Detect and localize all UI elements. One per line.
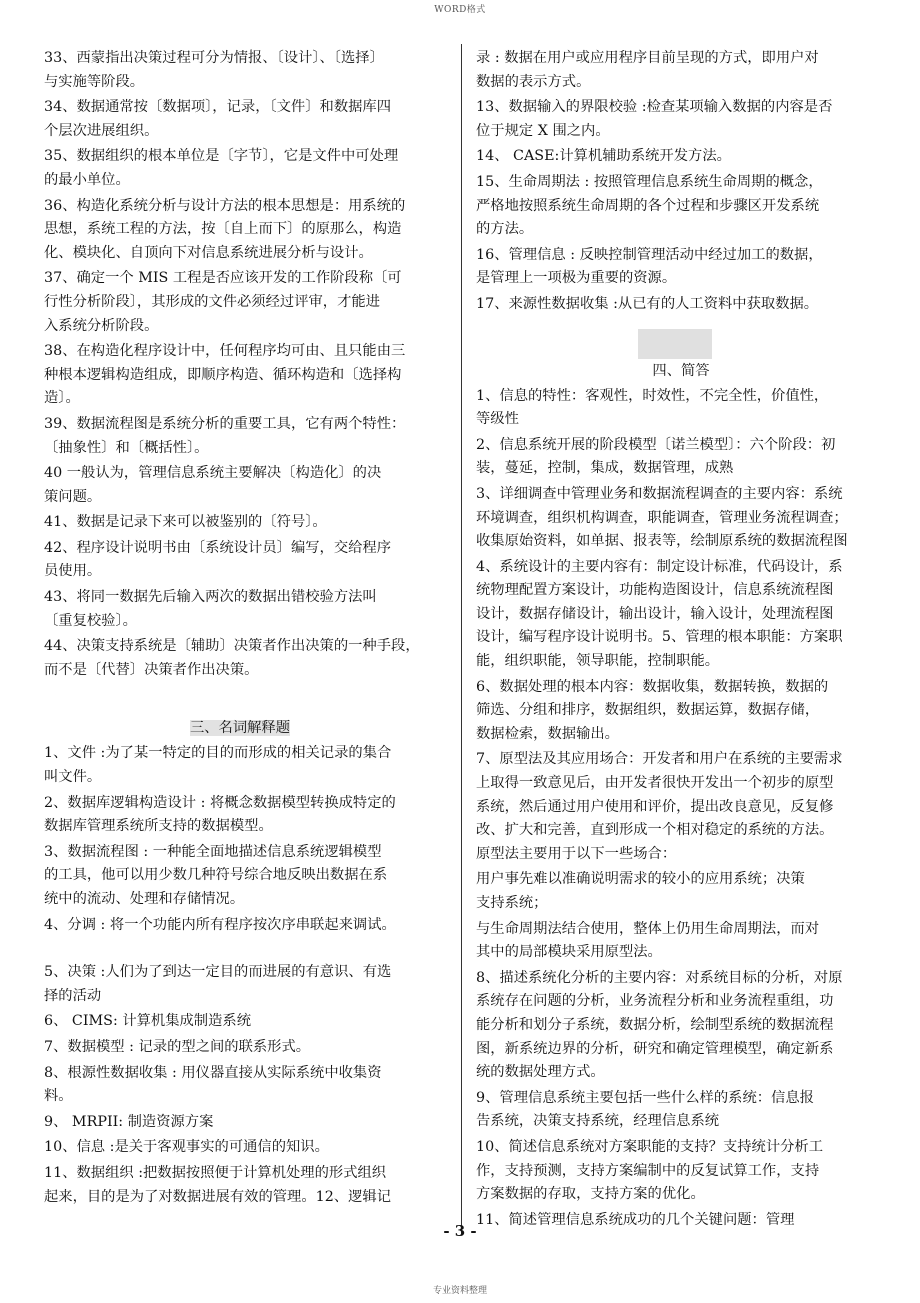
list-item: 39、数据流程图是系统分析的重要工具，它有两个特性： 〔抽象性〕和〔概括性〕。: [44, 415, 406, 456]
list-item: 4、系统设计的主要内容有：制定设计标准，代码设计，系 统物理配置方案设计，功能构造图设计，信息系统流程图 设计，数据存储设计，输出设计，输入设计，处理流程图 设计，编写程序设计说明书。5、管理的根本职能：方案职 能，组织职能，领导职能，控制职能。: [476, 558, 843, 670]
right-column: [476, 47, 886, 1234]
list-item: 40 一般认为，管理信息系统主要解决〔构造化〕的决 策问题。: [44, 465, 382, 505]
list-item: 4、分调 : 将一个功能内所有程序按次序串联起来调试。: [44, 916, 396, 933]
section-title-glossary: [44, 716, 436, 740]
list-item: 36、构造化系统分析与设计方法的根本思想是：用系统的 思想，系统工程的方法，按〔自上而下〕的原那么，构造 化、模块化、自顶向下对信息系统进展分析与设计。: [44, 197, 406, 261]
list-item: 16、管理信息 : 反映控制管理活动中经过加工的数据， 是管理上一项极为重要的资源。: [476, 246, 823, 287]
list-item: 33、西蒙指出决策过程可分为情报、〔设计〕、〔选择〕 与实施等阶段。: [44, 50, 384, 90]
section-title-short-answer: 四、简答: [652, 362, 710, 379]
list-item: 9、 MRPII: 制造资源方案: [44, 1113, 214, 1130]
list-item: 6、 CIMS: 计算机集成制造系统: [44, 1013, 251, 1030]
left-column: [44, 47, 436, 1211]
list-item: 7、数据模型 : 记录的型之间的联系形式。: [44, 1038, 311, 1055]
list-item: 14、 CASE:计算机辅助系统开发方法。: [476, 148, 731, 165]
list-item: 11、简述管理信息系统成功的几个关键问题：管理: [476, 1211, 795, 1228]
list-item: 8、描述系统化分析的主要内容：对系统目标的分析，对原 系统存在问题的分析，业务流程分析和业务流程重组，功 能分析和划分子系统，数据分析，绘制型系统的数据流程 图，新系统边界的分析，研究和确定管理模型，确定新系 统的数据处理方式。: [476, 969, 843, 1081]
list-item: 11、数据组织 :把数据按照便于计算机处理的形式组织 起来，目的是为了对数据进展有效的管理。12、逻辑记: [44, 1164, 392, 1205]
list-item: 38、在构造化程序设计中，任何程序均可由、且只能由三 种根本逻辑构造组成，即顺序构造、循环构造和〔选择构 造〕。: [44, 343, 406, 407]
page-footer: 专业资料整理: [432, 1286, 487, 1296]
blank-line: [44, 939, 436, 961]
list-item: 44、决策支持系统是〔辅助〕决策者作出决策的一种手段， 而不是〔代替〕决策者作出决策。: [44, 638, 420, 678]
list-item: 与生命周期法结合使用，整体上仍用生命周期法，而对 其中的局部模块采用原型法。: [476, 920, 820, 961]
list-item: 42、程序设计说明书由〔系统设计员〕编写，交给程序 员使用。: [44, 539, 392, 580]
list-item: 34、数据通常按〔数据项〕，记录，〔文件〕和数据库四 个层次进展组织。: [44, 99, 392, 139]
list-item: 15、生命周期法 : 按照管理信息系统生命周期的概念， 严格地按照系统生命周期的各个过程和步骤区开发系统 的方法。: [476, 173, 823, 238]
list-item: 1、文件 :为了某一特定的目的而形成的相关记录的集合 叫文件。: [44, 745, 392, 786]
list-item: 2、数据库逻辑构造设计 : 将概念数据模型转换成特定的 数据库管理系统所支持的数据模型。: [44, 794, 396, 835]
list-item: 37、确定一个 MIS 工程是否应该开发的工作阶段称〔可 行性分析阶段〕，其形成的文件必须经过评审，才能进 入系统分析阶段。: [44, 270, 402, 334]
section-title-text: 三、名词解释题: [189, 720, 291, 737]
list-item: 35、数据组织的根本单位是〔字节〕，它是文件中可处理 的最小单位。: [44, 148, 399, 188]
list-item: 1、信息的特性：客观性，时效性，不完全性，价值性， 等级性: [476, 387, 829, 428]
list-item: 2、信息系统开展的阶段模型〔诺兰模型〕：六个阶段：初 装，蔓延，控制，集成，数据管理，成熟: [476, 436, 836, 477]
list-item: 17、来源性数据收集 :从已有的人工资料中获取数据。: [476, 295, 819, 312]
list-item: 10、信息 :是关于客观事实的可通信的知识。: [44, 1139, 329, 1156]
list-item: 8、根源性数据收集 : 用仪器直接从实际系统中收集资 料。: [44, 1064, 382, 1105]
highlight-block: [638, 329, 712, 359]
column-divider: [461, 44, 462, 1234]
list-item: 6、数据处理的根本内容：数据收集，数据转换，数据的 筛选、分组和排序，数据组织，数据运算，数据存储， 数据检索，数据输出。: [476, 678, 829, 742]
list-item: 3、数据流程图 : 一种能全面地描述信息系统逻辑模型 的工具，他可以用少数几种符号综合地反映出数据在系 统中的流动、处理和存储情况。: [44, 843, 388, 907]
list-item: 3、详细调查中管理业务和数据流程调查的主要内容：系统 环境调查，组织机构调查，职能调查，管理业务流程调查； 收集原始资料，如单据、报表等，绘制原系统的数据流程图: [476, 485, 848, 550]
list-item: 用户事先难以准确说明需求的较小的应用系统；决策 支持系统；: [476, 871, 805, 911]
section-gap: [44, 684, 436, 708]
list-item: 43、将同一数据先后输入两次的数据出错校验方法叫 〔重复校验〕。: [44, 589, 377, 629]
page-header: WORD格式: [434, 5, 486, 15]
list-item: 5、决策 :人们为了到达一定目的而进展的有意识、有选 择的活动: [44, 964, 392, 1004]
page-number: - 3 -: [443, 1222, 477, 1240]
list-item: 41、数据是记录下来可以被鉴别的〔符号〕。: [44, 514, 327, 531]
list-item: 录 : 数据在用户或应用程序目前呈现的方式，即用户对 数据的表示方式。: [476, 50, 819, 90]
list-item: 10、简述信息系统对方案职能的支持？支持统计分析工 作，支持预测，支持方案编制中的反复试算工作，支持 方案数据的存取，支持方案的优化。: [476, 1138, 824, 1203]
list-item: 7、原型法及其应用场合：开发者和用户在系统的主要需求 上取得一致意见后，由开发者很快开发出一个初步的原型 系统，然后通过用户使用和评价，提出改良意见，反复修 改、扩大和完善，直到形成一个相对稳定的系统的方法。 原型法主要用于以下一些场合：: [476, 751, 843, 862]
list-item: 13、数据输入的界限校验 :检查某项输入数据的内容是否 位于规定 X 围之内。: [476, 99, 833, 139]
list-item: 9、管理信息系统主要包括一些什么样的系统：信息报 告系统，决策支持系统，经理信息系统: [476, 1089, 814, 1130]
